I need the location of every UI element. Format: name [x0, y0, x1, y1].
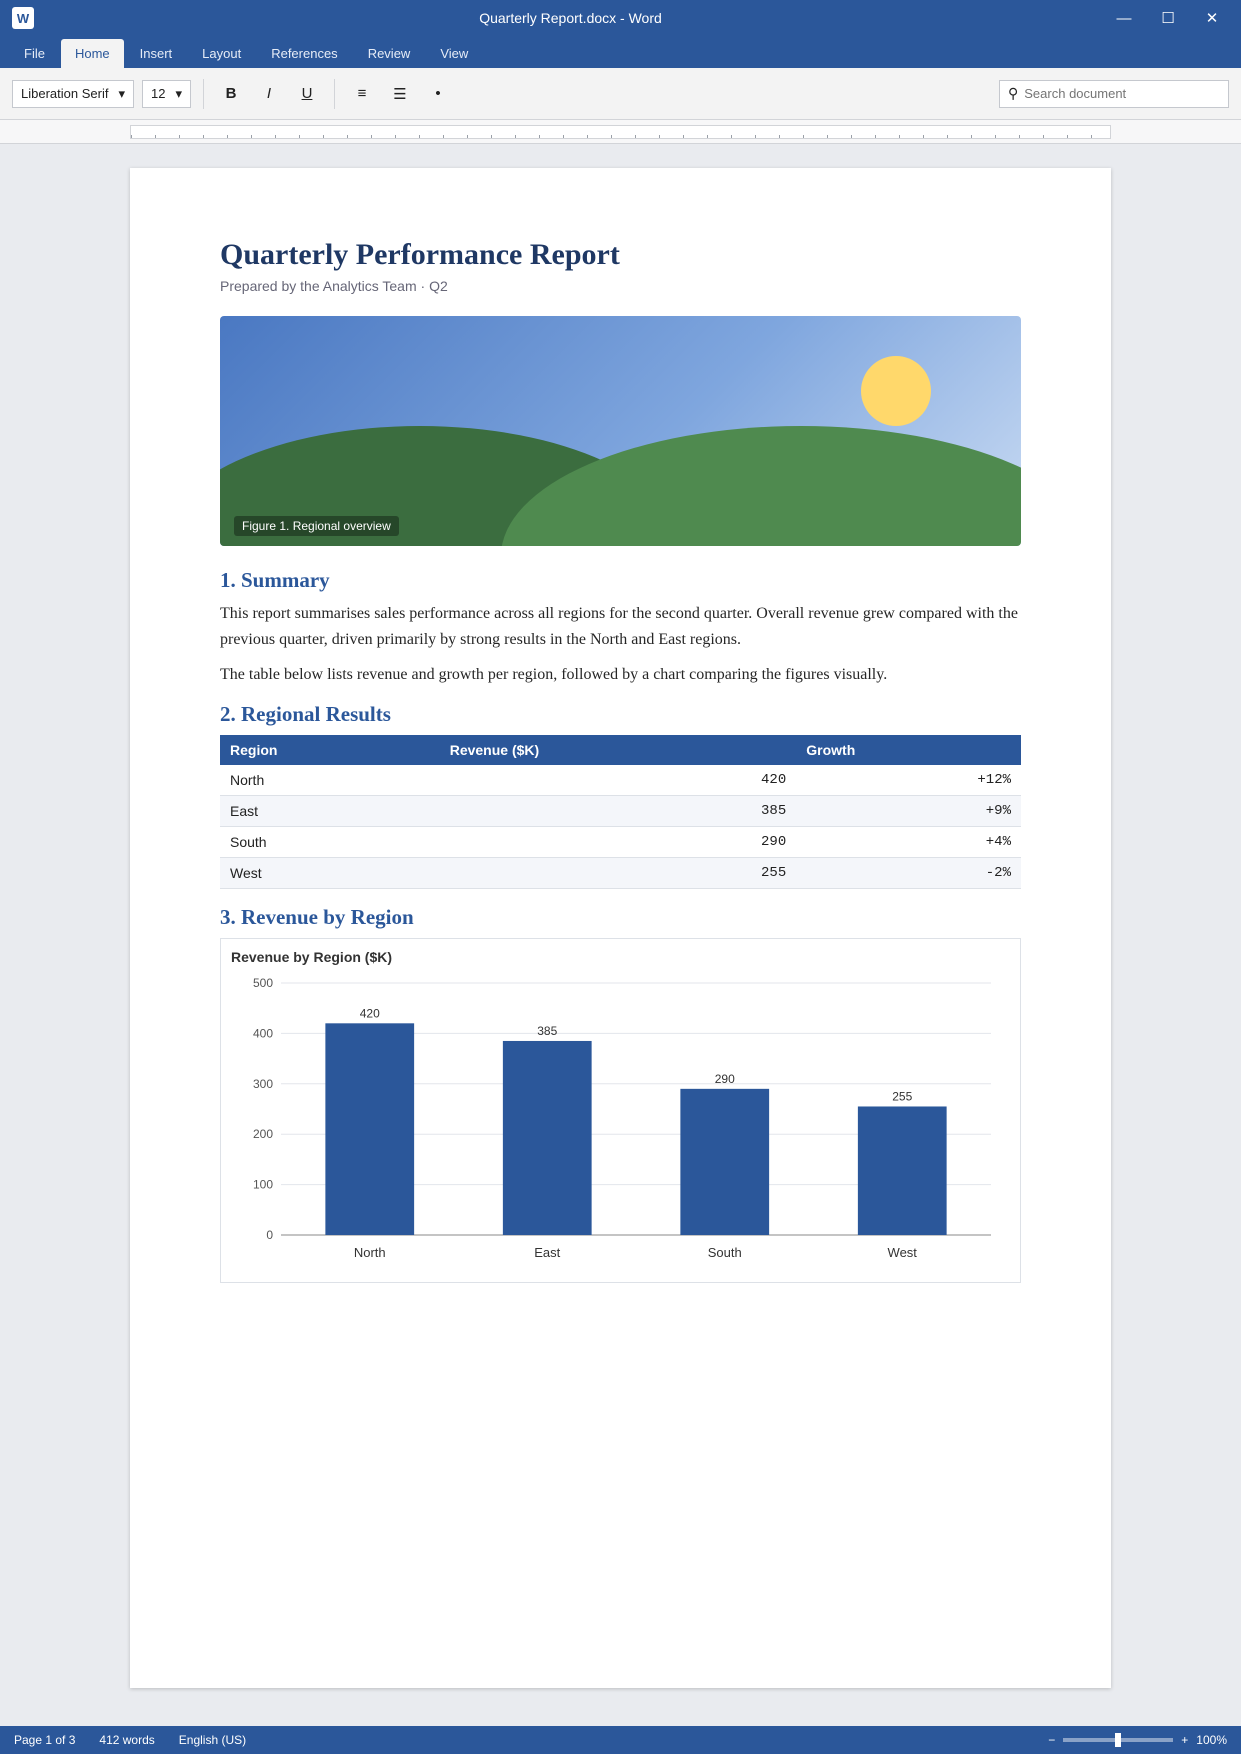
bar-south — [680, 1089, 769, 1235]
table-header-row — [220, 735, 1021, 765]
y-tick-label: 400 — [252, 1026, 273, 1041]
minimize-icon[interactable]: — — [1116, 9, 1132, 27]
zoom-level[interactable]: 100% — [1196, 1733, 1227, 1747]
menu-tab-insert[interactable]: Insert — [139, 46, 173, 61]
paragraph: The table below lists revenue and growth per region, followed by a chart comparing the figures visually. — [220, 666, 888, 684]
ruler-track — [130, 125, 1111, 139]
table-row — [220, 795, 1021, 826]
bar-east — [503, 1041, 592, 1235]
x-tick-label: East — [534, 1244, 561, 1260]
table-row — [220, 857, 1021, 888]
table-row — [220, 765, 1021, 796]
underline-icon[interactable]: U — [301, 85, 313, 102]
status-bar — [0, 1726, 1241, 1754]
word-count[interactable]: 412 words — [99, 1733, 155, 1747]
title-bar — [0, 0, 1241, 36]
x-tick-label: North — [353, 1244, 386, 1260]
page-count[interactable]: Page 1 of 3 — [14, 1733, 76, 1747]
zoom-slider[interactable] — [1063, 1738, 1173, 1742]
chevron-down-icon: ▾ — [175, 85, 182, 101]
zoom-out-icon[interactable]: − — [1048, 1733, 1056, 1747]
menu-bar — [0, 36, 1241, 68]
search-input[interactable] — [1024, 86, 1220, 101]
font-size-value: 12 — [150, 86, 166, 101]
table-cell: South — [220, 826, 440, 857]
menu-tab-file[interactable]: File — [24, 46, 45, 61]
menu-tab-home[interactable]: Home — [61, 39, 124, 68]
font-family-select[interactable] — [12, 80, 134, 108]
menu-tab-layout[interactable]: Layout — [202, 46, 242, 61]
table-cell: 385 — [440, 795, 797, 826]
zoom-slider-thumb[interactable] — [1115, 1733, 1121, 1747]
search-box[interactable] — [999, 80, 1229, 108]
bar-chart — [231, 969, 1011, 1269]
table-cell: +4% — [796, 826, 1021, 857]
table-cell: +9% — [796, 795, 1021, 826]
window-title: Quarterly Report.docx - Word — [479, 10, 662, 26]
horizontal-ruler[interactable] — [0, 120, 1241, 144]
align-center-icon[interactable]: ☰ — [393, 85, 407, 103]
results-table — [220, 735, 1021, 889]
document-page[interactable] — [130, 168, 1111, 1688]
bar-west — [858, 1106, 947, 1235]
document-subtitle: Prepared by the Analytics Team · Q2 — [220, 278, 448, 294]
chart-title: Revenue by Region ($K) — [231, 948, 393, 965]
font-family-value: Liberation Serif — [21, 86, 109, 101]
table-cell: 255 — [440, 857, 797, 888]
table-header-cell: Growth — [796, 735, 1021, 765]
section-heading: 1. Summary — [220, 568, 330, 592]
menu-tab-view[interactable]: View — [440, 46, 469, 61]
table-row — [220, 826, 1021, 857]
document-workspace[interactable] — [0, 144, 1241, 1726]
data-label: 290 — [714, 1071, 735, 1086]
table-cell: West — [220, 857, 440, 888]
bar-north — [325, 1023, 414, 1235]
chevron-down-icon: ▾ — [118, 85, 125, 101]
bullet-list-icon[interactable]: • — [435, 85, 441, 102]
sun-shape — [861, 356, 931, 426]
font-size-select[interactable] — [142, 80, 191, 108]
x-tick-label: West — [887, 1244, 917, 1260]
y-tick-label: 0 — [266, 1227, 273, 1242]
table-cell: +12% — [796, 765, 1021, 796]
italic-icon[interactable]: I — [266, 85, 272, 102]
y-tick-label: 100 — [252, 1177, 273, 1192]
zoom-control — [1048, 1733, 1227, 1747]
table-cell: North — [220, 765, 440, 796]
section-heading: 3. Revenue by Region — [220, 904, 414, 929]
toolbar-divider — [334, 79, 335, 109]
chart-container — [220, 938, 1021, 1283]
cover-image — [220, 316, 1021, 546]
table-cell: 420 — [440, 765, 797, 796]
x-tick-label: South — [707, 1244, 742, 1260]
image-caption: Figure 1. Regional overview — [234, 516, 399, 536]
data-label: 385 — [537, 1023, 558, 1038]
maximize-icon[interactable]: ☐ — [1161, 10, 1175, 27]
y-tick-label: 500 — [252, 975, 273, 990]
bold-icon[interactable]: B — [225, 85, 237, 102]
y-tick-label: 200 — [252, 1126, 273, 1141]
document-title: Quarterly Performance Report — [220, 238, 620, 271]
menu-tab-review[interactable]: Review — [367, 46, 411, 61]
table-cell: 290 — [440, 826, 797, 857]
formatting-toolbar — [0, 68, 1241, 120]
data-label: 255 — [892, 1089, 913, 1104]
menu-tab-references[interactable]: References — [271, 46, 338, 61]
table-header-cell: Revenue ($K) — [440, 735, 797, 765]
language-indicator[interactable]: English (US) — [178, 1733, 247, 1747]
data-label: 420 — [359, 1006, 380, 1021]
table-cell: East — [220, 795, 440, 826]
close-icon[interactable]: ✕ — [1205, 10, 1219, 27]
align-left-icon[interactable]: ≡ — [357, 85, 367, 102]
hill-shape — [501, 426, 1021, 546]
app-icon: W — [12, 7, 34, 29]
table-header-cell: Region — [220, 735, 440, 765]
section-heading: 2. Regional Results — [220, 701, 391, 726]
zoom-in-icon[interactable]: + — [1181, 1733, 1189, 1747]
search-icon: ⚲ — [1008, 85, 1019, 101]
toolbar-divider — [203, 79, 204, 109]
table-cell: -2% — [796, 857, 1021, 888]
paragraph: This report summarises sales performance across all regions for the second quarter. Overall revenue grew compared with the previous quarter, driven primarily by strong results in the North and East regions. — [220, 605, 1018, 648]
y-tick-label: 300 — [252, 1076, 273, 1091]
